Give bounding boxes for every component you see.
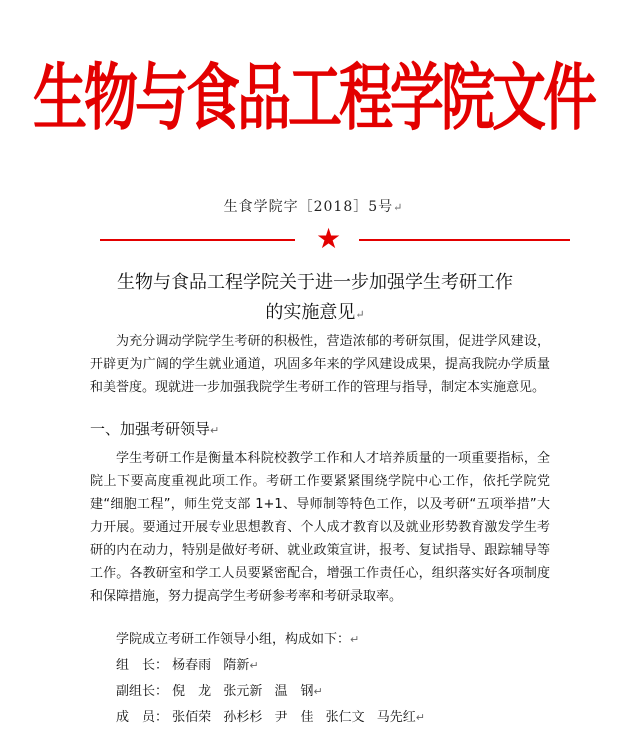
intro-paragraph: 为充分调动学院学生考研的积极性，营造浓郁的考研氛围，促进学风建设，开辟更为广阔的学生就业通道，巩固多年来的学风建设成果，提高我院办学质量和美誉度。现就进一步加强我院学生考研工作的管理与指导，制定本实施意见。 [90, 334, 550, 395]
paragraph-mark-icon: ↵ [350, 633, 360, 646]
member-name: 孙杉杉 [223, 710, 263, 725]
deputy-row [116, 680, 331, 699]
document-title-line2: 的实施意见↵ [265, 302, 365, 323]
deputy-name: 温 钢 [274, 684, 314, 699]
star-icon: ★ [316, 222, 342, 255]
document-number: 生食学院字［2018］5号↵ [223, 199, 404, 215]
member-name: 张佰荣 [172, 710, 212, 725]
paragraph-mark-icon: ↵ [210, 424, 220, 437]
leader-name: 杨春雨 [172, 658, 212, 673]
red-header-title: 生物与食品工程学院文件 [33, 55, 594, 141]
deputy-name: 张元新 [223, 684, 263, 699]
paragraph-mark-icon: ↵ [355, 308, 365, 321]
member-row [116, 706, 433, 725]
leader-row [116, 654, 267, 673]
member-label: 成 员： [116, 710, 169, 725]
paragraph-mark-icon: ↵ [313, 685, 323, 698]
red-divider [100, 222, 570, 255]
paragraph-mark-icon: ↵ [249, 659, 259, 672]
paragraph-mark-icon: ↵ [393, 201, 404, 214]
section1-body: 学生考研工作是衡量本科院校教学工作和人才培养质量的一项重要指标，全院上下要高度重视此项工作。考研工作要紧紧围绕学院中心工作，依托学院党建“细胞工程”，师生党支部 1+1、导师制等特色工作，以及考研“五项举措”大力开展。要通过开展专业思想教育、个人成才教育以及就业形势教育激发学生考研的内在动力，特别是做好考研、就业政策宣讲，报考、复试指导、跟踪辅导等工作。各教研室和学工人员要紧密配合，增强工作责任心，组织落实好各项制度和保障措施，努力提高学生考研参考率和考研录取率。 [90, 451, 550, 604]
leader-name: 隋新 [223, 658, 250, 673]
document-title-line1: 生物与食品工程学院关于进一步加强学生考研工作 [117, 272, 513, 293]
member-name: 马先红 [376, 710, 416, 725]
section1-heading: 一、加强考研领导↵ [90, 420, 220, 438]
paragraph-mark-icon: ↵ [415, 711, 426, 724]
member-name: 尹 佳 [274, 710, 314, 725]
divider-right-line [359, 239, 570, 241]
member-name: 张仁文 [325, 710, 365, 725]
divider-left-line [100, 239, 295, 241]
deputy-name: 倪 龙 [172, 684, 212, 699]
leader-label: 组 长： [116, 658, 169, 673]
deputy-label: 副组长： [116, 684, 169, 699]
group-intro: 学院成立考研工作领导小组，构成如下：↵ [116, 632, 360, 647]
